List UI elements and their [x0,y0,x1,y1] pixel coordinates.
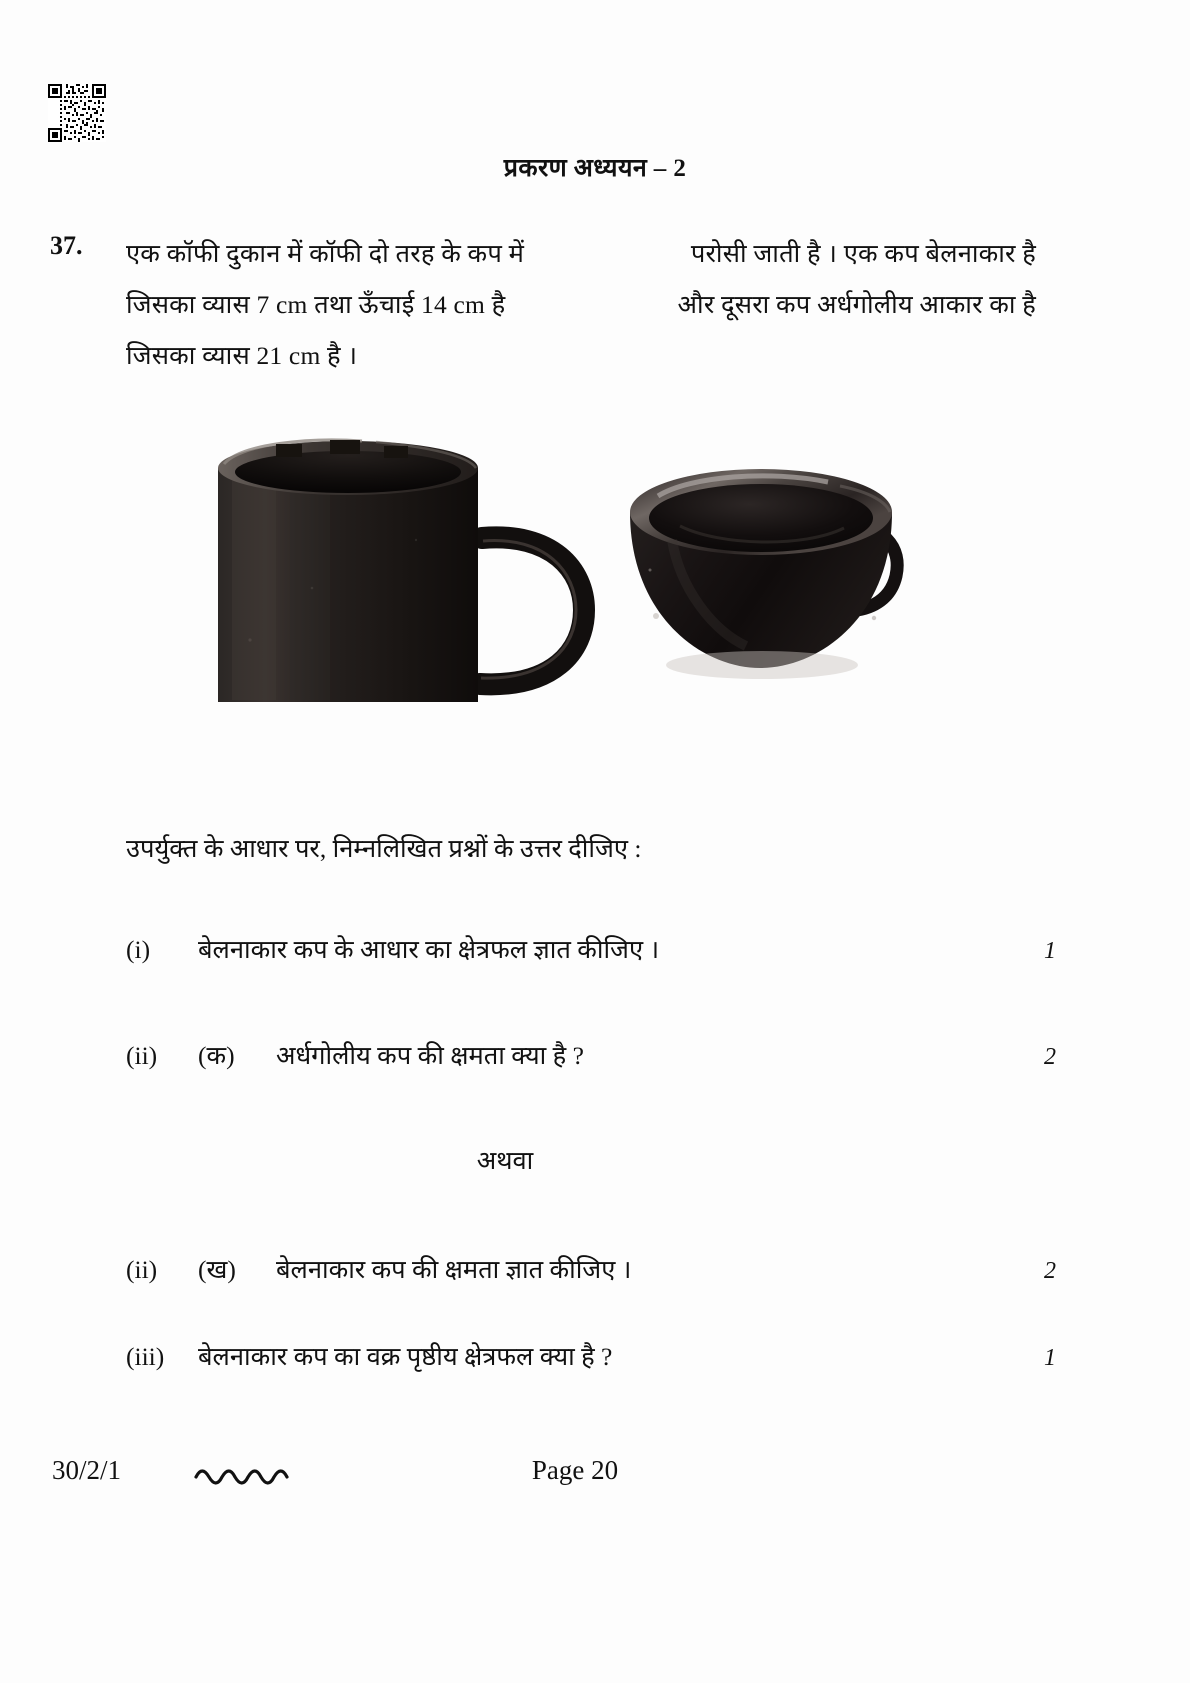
stem-line-2-right: और दूसरा कप अर्धगोलीय आकार का है [677,290,1036,319]
page-footer [52,1455,1138,1501]
sub-question-ii-b-label: (ख) [198,1255,236,1284]
page-number: Page 20 [531,1455,619,1485]
stem-line-1-right: परोसी जाती है । एक कप बेलनाकार है [690,239,1036,268]
sub-question-ii-b-text: बेलनाकार कप की क्षमता ज्ञात कीजिए । [276,1255,632,1284]
case-study-title: प्रकरण अध्ययन – 2 [503,155,687,182]
sub-question-iii-roman: (iii) [126,1342,165,1371]
hemispherical-cup-illustration [630,469,897,679]
question-stem-line-2 [126,279,1036,330]
or-label: अथवा [476,1146,534,1175]
sub-question-i-marks: 1 [1044,938,1056,964]
stem-line-1-left: एक कॉफी दुकान में कॉफी दो तरह के कप में [126,239,525,268]
sub-question-ii-b-roman: (ii) [126,1255,158,1284]
question-number: 37. [50,231,83,260]
sub-question-iii [126,1339,1056,1373]
sub-question-ii-a [126,1038,1056,1072]
question-stem [126,228,1036,381]
stem-line-2-left: जिसका व्यास 7 cm तथा ऊँचाई 14 cm है [126,290,506,319]
sub-question-ii-a-marks: 2 [1044,1044,1056,1070]
question-stem-line-1 [126,228,1036,279]
sub-question-i [126,932,1056,966]
coffee-cups-figure [180,420,940,710]
question-stem-line-3: जिसका व्यास 21 cm है । [126,341,358,370]
paper-code: 30/2/1 [52,1455,122,1485]
qr-code-icon [48,84,106,142]
sub-question-ii-a-text: अर्धगोलीय कप की क्षमता क्या है ? [276,1041,584,1070]
sub-question-iii-text: बेलनाकार कप का वक्र पृष्ठीय क्षेत्रफल क्या है ? [198,1342,613,1371]
sub-question-iii-marks: 1 [1044,1345,1056,1371]
sub-question-ii-a-roman: (ii) [126,1041,158,1070]
sub-question-i-text: बेलनाकार कप के आधार का क्षेत्रफल ज्ञात कीजिए । [198,935,660,964]
cylindrical-mug-illustration [218,440,584,702]
sub-question-i-roman: (i) [126,935,151,964]
sub-question-ii-b [126,1252,1056,1286]
instruction-text: उपर्युक्त के आधार पर, निम्नलिखित प्रश्नों के उत्तर दीजिए : [126,834,642,863]
sub-question-ii-a-label: (क) [198,1041,235,1070]
sub-question-ii-b-marks: 2 [1044,1258,1056,1284]
